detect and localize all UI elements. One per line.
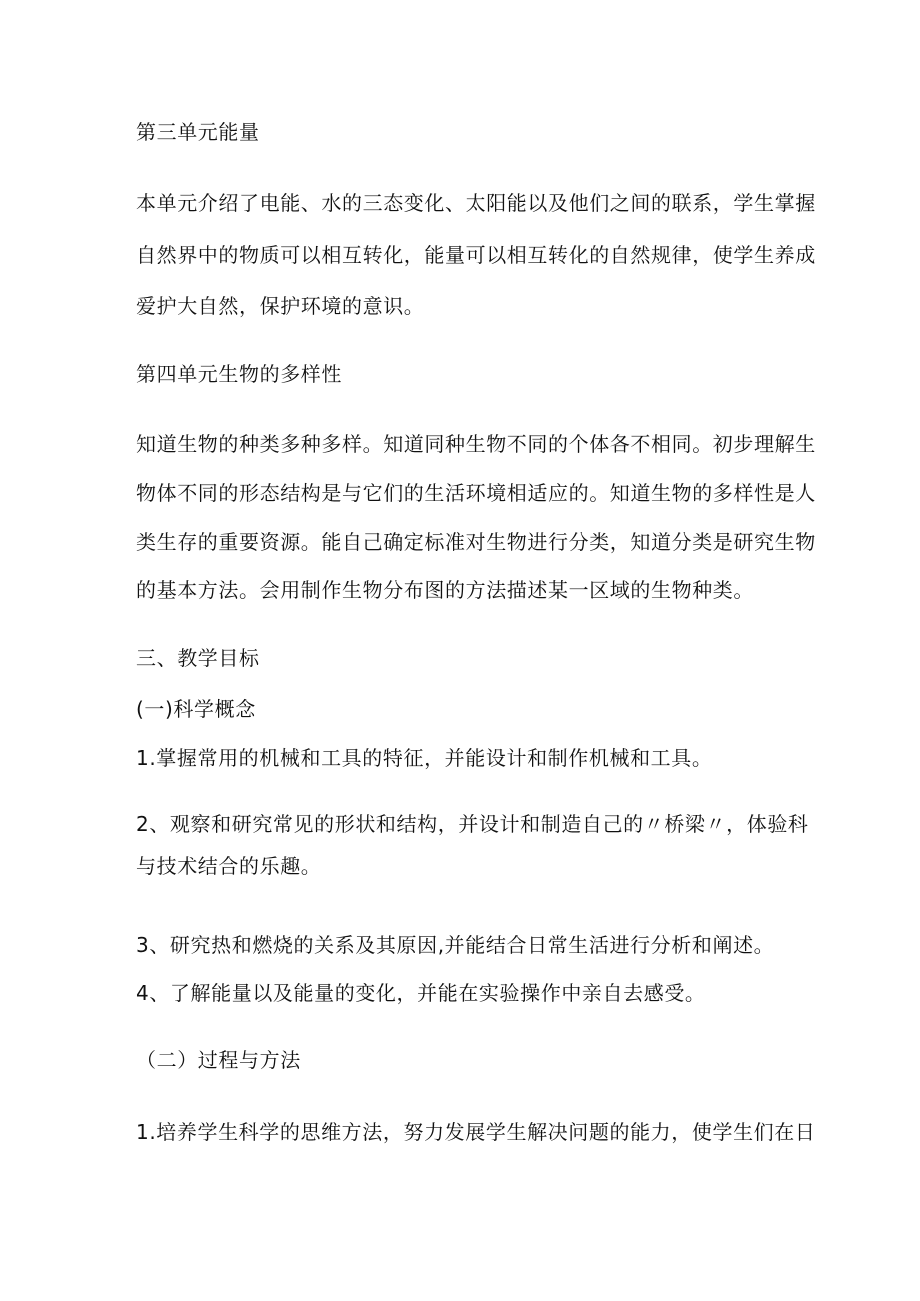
- science-concepts-heading: (一)科学概念: [136, 697, 256, 721]
- teaching-goals-heading: 三、教学目标: [136, 646, 260, 670]
- goal-item-1: 1.掌握常用的机械和工具的特征，并能设计和制作机械和工具。: [136, 746, 713, 770]
- unit-four-heading: 第四单元生物的多样性: [136, 362, 342, 386]
- unit-three-paragraph-line-1: 本单元介绍了电能、水的三态变化、太阳能以及他们之间的联系，学生掌握: [136, 191, 816, 215]
- unit-four-paragraph-line-4: 的基本方法。会用制作生物分布图的方法描述某一区域的生物种类。: [136, 578, 754, 602]
- goal-item-3: 3、研究热和燃烧的关系及其原因,并能结合日常生活进行分析和阐述。: [136, 933, 775, 957]
- goal-item-2-line-2: 与技术结合的乐趣。: [136, 854, 322, 878]
- unit-four-paragraph-line-3: 类生存的重要资源。能自己确定标准对生物进行分类，知道分类是研究生物: [136, 530, 816, 554]
- unit-four-paragraph-line-1: 知道生物的种类多种多样。知道同种生物不同的个体各不相同。初步理解生: [136, 432, 816, 456]
- goal-item-2-line-1: 2、观察和研究常见的形状和结构，并设计和制造自己的〃桥梁〃，体验科: [136, 812, 809, 836]
- unit-four-paragraph-line-2: 物体不同的形态结构是与它们的生活环境相适应的。知道生物的多样性是人: [136, 481, 816, 505]
- unit-three-paragraph-line-3: 爱护大自然，保护环境的意识。: [136, 294, 425, 318]
- unit-three-paragraph-line-2: 自然界中的物质可以相互转化，能量可以相互转化的自然规律，使学生养成: [136, 243, 816, 267]
- process-item-1-line-1: 1.培养学生科学的思维方法，努力发展学生解决问题的能力，使学生们在日: [136, 1120, 816, 1144]
- goal-item-4: 4、了解能量以及能量的变化，并能在实验操作中亲自去感受。: [136, 981, 706, 1005]
- process-methods-heading: （二）过程与方法: [136, 1048, 301, 1072]
- unit-three-heading: 第三单元能量: [136, 120, 260, 144]
